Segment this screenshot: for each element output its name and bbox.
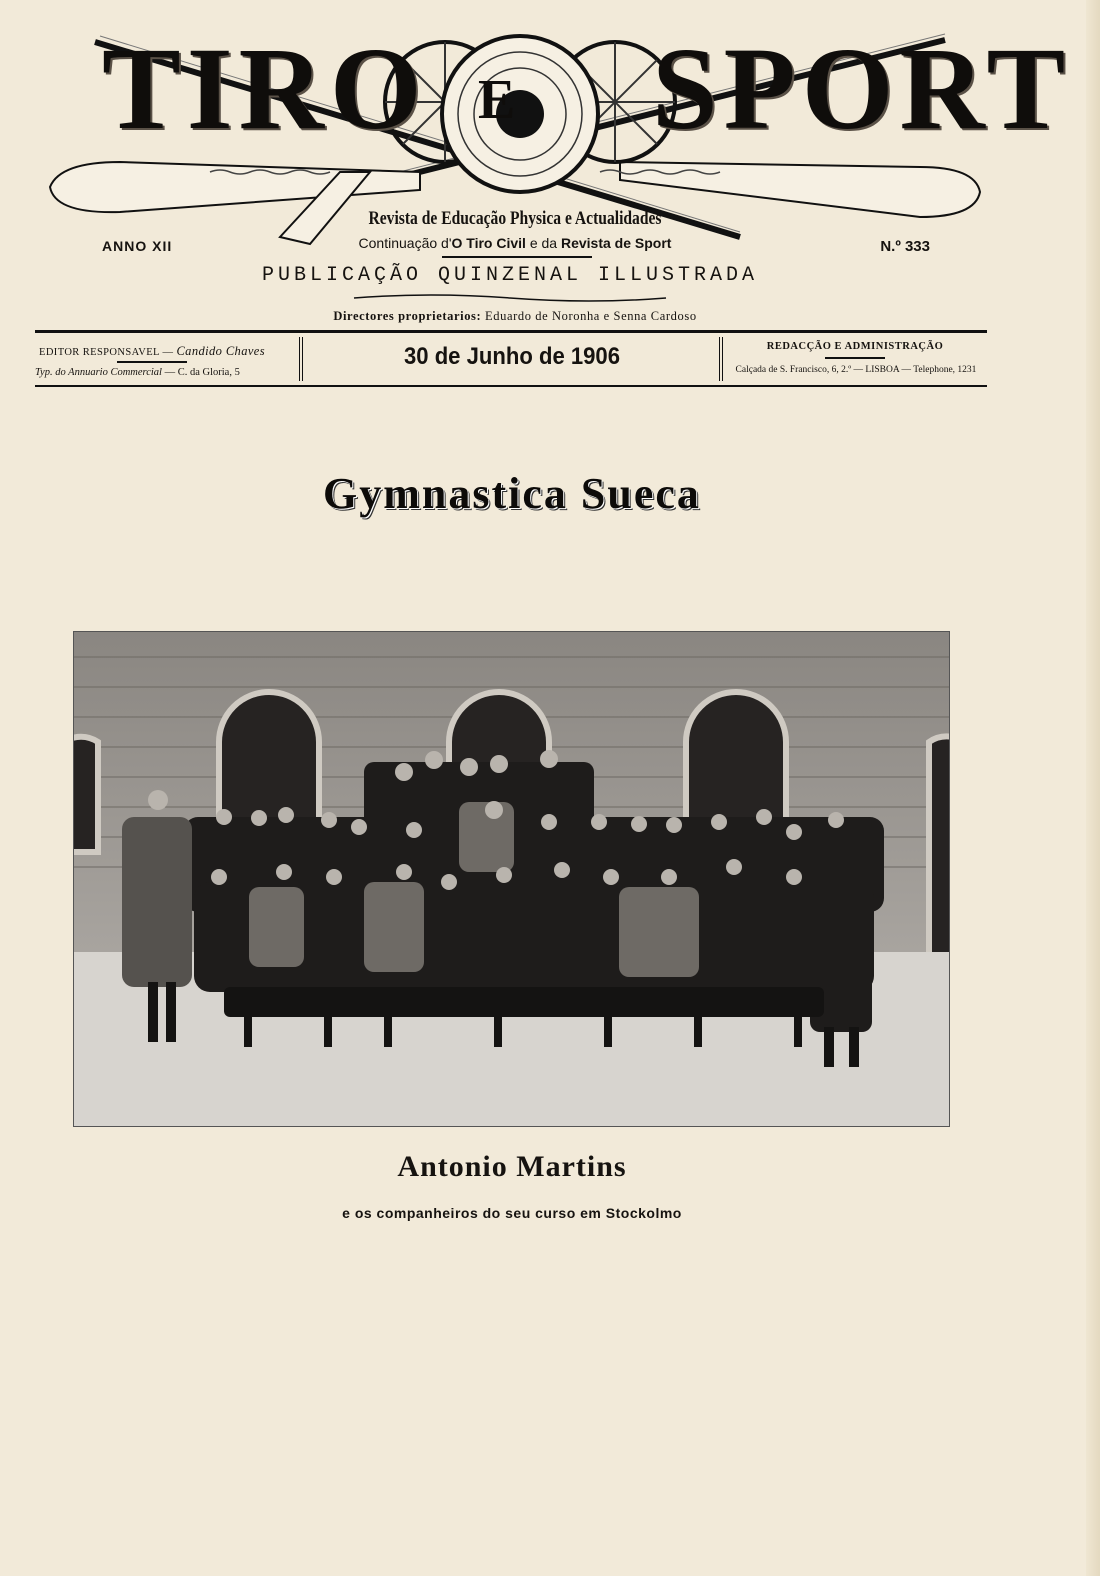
redaccao-heading: REDACÇÃO E ADMINISTRAÇÃO bbox=[766, 341, 944, 352]
redaccao-address: Calçada de S. Francisco, 6, 2.º — LISBOA — Telephone, 1231 bbox=[735, 365, 977, 375]
continuation-mid: e da bbox=[525, 235, 561, 251]
redaccao-rule bbox=[825, 357, 885, 359]
issue-date: 30 de Junho de 1906 bbox=[404, 343, 620, 370]
masthead bbox=[40, 22, 1072, 262]
infobox-divider bbox=[299, 337, 303, 381]
group-photograph bbox=[73, 631, 950, 1127]
photo-caption-subtitle: e os companheiros do seu curso em Stockolmo bbox=[342, 1205, 682, 1221]
issue-number: N.º 333 bbox=[880, 238, 930, 255]
directores-label: Directores proprietarios: bbox=[333, 309, 482, 323]
masthead-title-conjunction: E bbox=[478, 69, 516, 131]
masthead-title-left: TIRO bbox=[102, 23, 428, 154]
photo-illustration bbox=[74, 632, 949, 1126]
issue-info-box bbox=[35, 330, 987, 387]
publication-frequency: PUBLICAÇÃO QUINZENAL ILLUSTRADA bbox=[261, 264, 759, 287]
continuation-prefix: Continuação d' bbox=[358, 235, 452, 251]
continuation-pub1: O Tiro Civil bbox=[451, 235, 526, 251]
continuation-line bbox=[40, 235, 990, 251]
editor-name: Candido Chaves bbox=[176, 344, 266, 358]
masthead-title-right: SPORT bbox=[652, 23, 1072, 154]
directores-line bbox=[0, 309, 1030, 324]
masthead-subtitle: Revista de Educação Physica e Actualidades bbox=[368, 208, 662, 229]
editor-label: EDITOR RESPONSAVEL — bbox=[39, 347, 174, 358]
photo-caption-name: Antonio Martins bbox=[397, 1150, 627, 1183]
continuation-pub2: Revista de Sport bbox=[560, 235, 672, 251]
editor-column bbox=[35, 337, 297, 381]
typography-address: — C. da Gloria, 5 bbox=[161, 367, 240, 378]
infobox-divider bbox=[719, 337, 723, 381]
page-edge bbox=[1086, 0, 1100, 1576]
typography-line bbox=[35, 367, 240, 378]
editor-rule bbox=[117, 361, 187, 363]
article-title: Gymnastica Sueca bbox=[323, 469, 701, 518]
anno-label: ANNO XII bbox=[102, 238, 173, 254]
editor-line bbox=[39, 344, 265, 359]
directores-names: Eduardo de Noronha e Senna Cardoso bbox=[481, 309, 697, 323]
continuation-rule bbox=[442, 256, 592, 258]
typography-label: Typ. do Annuario Commercial bbox=[35, 367, 162, 378]
swash-ornament bbox=[350, 292, 670, 304]
